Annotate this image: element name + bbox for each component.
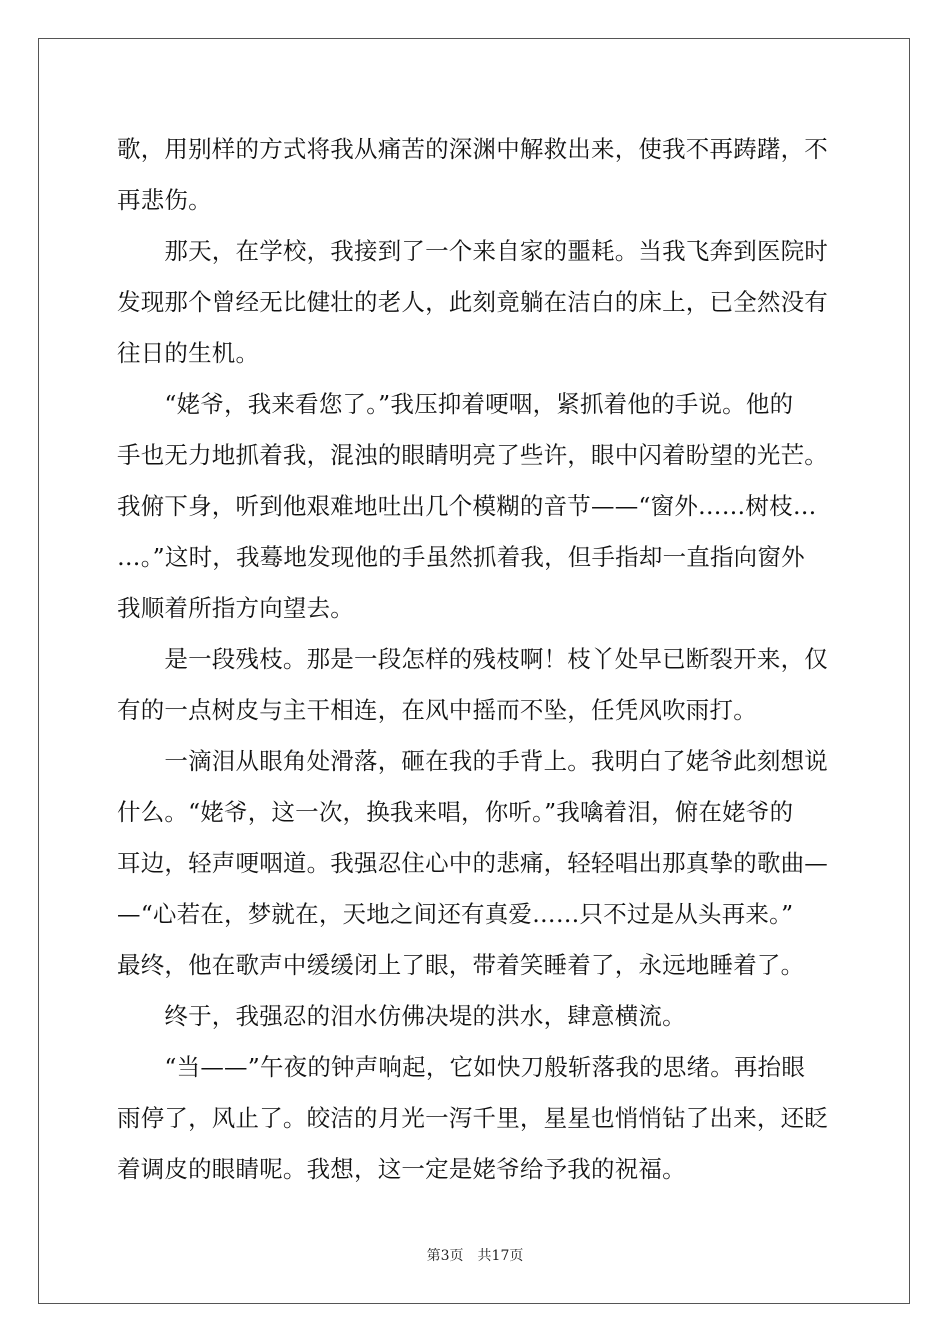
- text-line: …。”这时，我蓦地发现他的手虽然抓着我，但手指却一直指向窗外: [117, 543, 805, 571]
- text-line: “姥爷，我来看您了。”我压抑着哽咽，紧抓着他的手说。他的: [117, 390, 794, 418]
- text-line: 雨停了，风止了。皎洁的月光一泻千里，星星也悄悄钻了出来，还眨: [117, 1104, 828, 1132]
- text-line: 手也无力地抓着我，混浊的眼睛明亮了些许，眼中闪着盼望的光芒。: [117, 441, 828, 469]
- text-line: 往日的生机。: [117, 339, 260, 367]
- page-footer: [0, 1246, 950, 1266]
- text-line: 有的一点树皮与主干相连，在风中摇而不坠，任凭风吹雨打。: [117, 696, 757, 724]
- text-line: 耳边，轻声哽咽道。我强忍住心中的悲痛，轻轻唱出那真挚的歌曲—: [117, 849, 828, 877]
- article-body: [117, 124, 832, 1195]
- text-line: 最终，他在歌声中缓缓闭上了眼，带着笑睡着了，永远地睡着了。: [117, 951, 805, 979]
- text-line: —“心若在，梦就在，天地之间还有真爱……只不过是从头再来。”: [117, 900, 794, 928]
- text-line: 我俯下身，听到他艰难地吐出几个模糊的音节——“窗外……树枝…: [117, 492, 817, 520]
- text-line: 终于，我强忍的泪水仿佛决堤的洪水，肆意横流。: [117, 1002, 686, 1030]
- text-line: 着调皮的眼睛呢。我想，这一定是姥爷给予我的祝福。: [117, 1155, 686, 1183]
- page-number: 第3页: [426, 1248, 464, 1264]
- page-total: 共17页: [477, 1248, 524, 1264]
- text-line: 那天，在学校，我接到了一个来自家的噩耗。当我飞奔到医院时: [117, 237, 828, 265]
- text-line: 再悲伤。: [117, 186, 212, 214]
- text-line: 是一段残枝。那是一段怎样的残枝啊！枝丫处早已断裂开来，仅: [117, 645, 828, 673]
- text-line: 歌，用别样的方式将我从痛苦的深渊中解救出来，使我不再踌躇，不: [117, 135, 828, 163]
- text-line: “当——”午夜的钟声响起，它如快刀般斩落我的思绪。再抬眼: [117, 1053, 806, 1081]
- text-line: 发现那个曾经无比健壮的老人，此刻竟躺在洁白的床上，已全然没有: [117, 288, 828, 316]
- text-line: 什么。“姥爷，这一次，换我来唱，你听。”我噙着泪，俯在姥爷的: [117, 798, 794, 826]
- text-line: 一滴泪从眼角处滑落，砸在我的手背上。我明白了姥爷此刻想说: [117, 747, 828, 775]
- text-line: 我顺着所指方向望去。: [117, 594, 354, 622]
